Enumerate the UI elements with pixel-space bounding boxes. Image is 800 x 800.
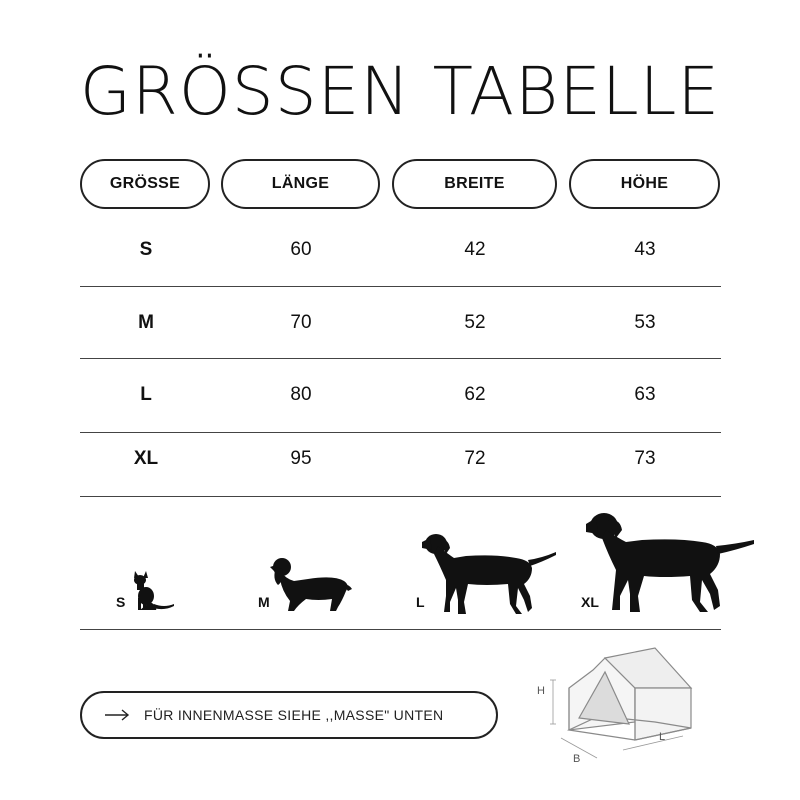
header-width-label: BREITE (444, 175, 505, 192)
header-size-label: GRÖSSE (109, 175, 181, 192)
row-height-cell: 53 (634, 312, 656, 333)
row-length-cell: 80 (290, 384, 312, 405)
row-size-cell: M (138, 312, 154, 333)
row-height-cell: 73 (634, 448, 656, 469)
dim-height-label: H (537, 685, 545, 697)
spaniel-silhouette-icon (268, 555, 352, 613)
row-size-cell: S (139, 239, 153, 260)
inner-dimensions-note-text: FÜR INNENMASSE SIEHE ,,MASSE" UNTEN (144, 707, 444, 723)
page-title: GRÖSSEN TABELLE (79, 53, 721, 130)
dog-label-m: M (258, 594, 270, 610)
row-width-cell: 42 (464, 239, 486, 260)
section-divider (80, 629, 721, 630)
dog-label-l: L (416, 594, 425, 610)
pointer-dog-silhouette-icon (420, 532, 560, 616)
row-width-cell: 62 (464, 384, 486, 405)
dog-house-dimensions-icon (525, 640, 705, 775)
large-pointer-dog-silhouette-icon (584, 510, 756, 614)
row-length-cell: 70 (290, 312, 312, 333)
chihuahua-silhouette-icon (130, 568, 178, 612)
row-divider (80, 496, 721, 497)
inner-dimensions-note (80, 691, 498, 739)
header-length (221, 159, 380, 209)
dim-length-label: L (659, 731, 666, 743)
header-length-label: LÄNGE (271, 175, 330, 192)
header-height-label: HÖHE (620, 175, 669, 192)
dog-label-s: S (116, 594, 126, 610)
row-divider (80, 358, 721, 359)
row-height-cell: 43 (634, 239, 656, 260)
dim-width-label: B (573, 753, 581, 765)
header-height (569, 159, 720, 209)
row-height-cell: 63 (634, 384, 656, 405)
row-size-cell: L (140, 384, 152, 405)
row-width-cell: 72 (464, 448, 486, 469)
arrow-right-icon (104, 709, 130, 721)
row-size-cell: XL (133, 448, 159, 469)
header-width (392, 159, 557, 209)
dog-label-xl: XL (581, 594, 599, 610)
row-divider (80, 432, 721, 433)
row-divider (80, 286, 721, 287)
row-length-cell: 60 (290, 239, 312, 260)
header-size (80, 159, 210, 209)
row-length-cell: 95 (290, 448, 312, 469)
row-width-cell: 52 (464, 312, 486, 333)
